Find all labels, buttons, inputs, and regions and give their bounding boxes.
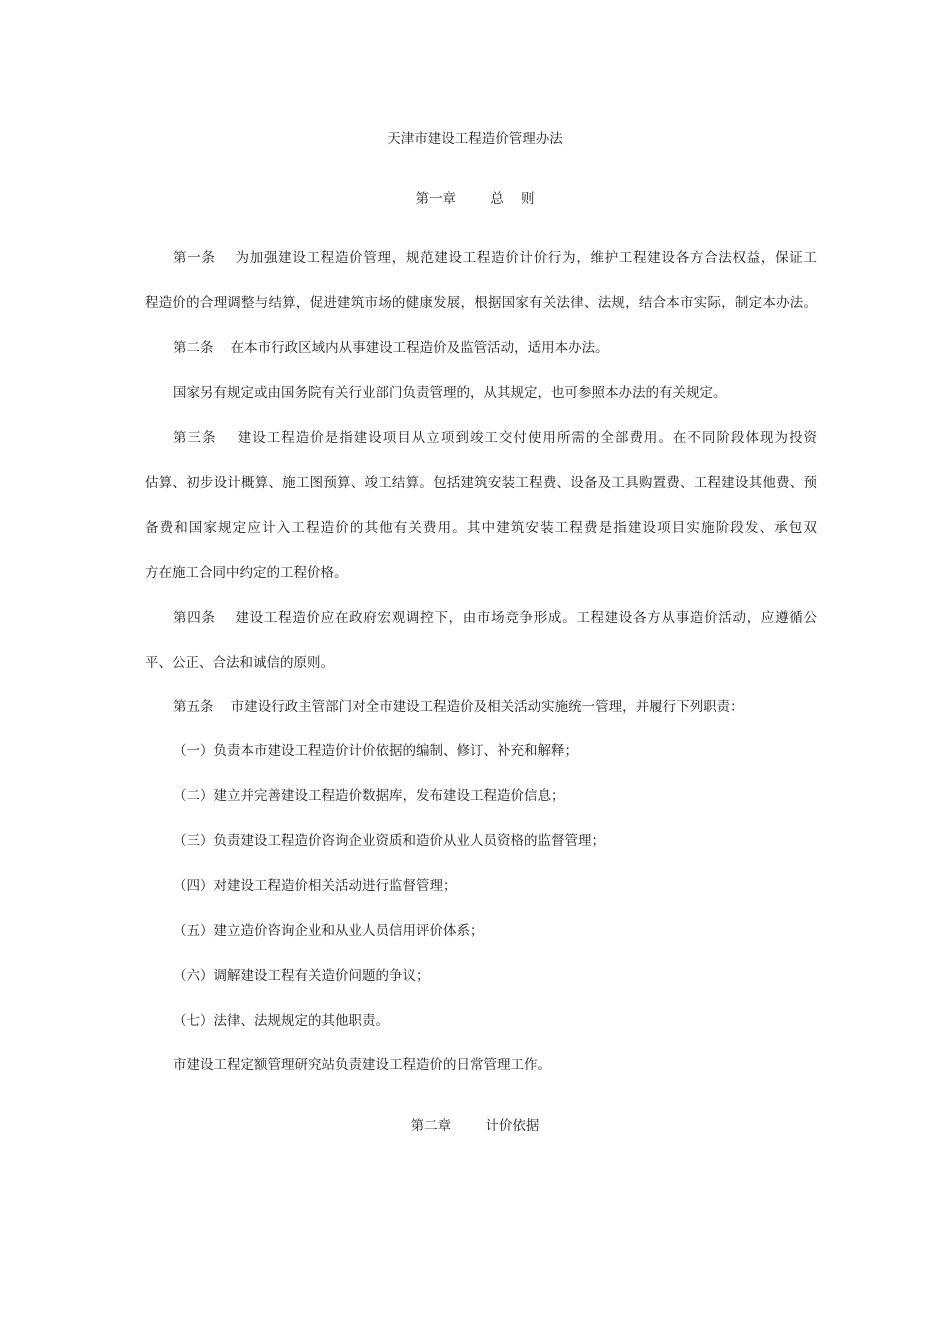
paragraph-line: 平、公正、合法和诚信的原则。 [145,655,334,671]
paragraph-line: 第二条 在本市行政区域内从事建设工程造价及监管活动，适用本办法。 [173,340,609,356]
paragraph-line: 第四条 建设工程造价应在政府宏观调控下，由市场竞争形成。工程建设各方从事造价活动，应遵循公 [173,610,817,626]
paragraph-line: 程造价的合理调整与结算，促进建筑市场的健康发展，根据国家有关法律、法规，结合本市实际，制定本办法。 [145,295,817,311]
list-item: （三）负责建设工程造价咨询企业资质和造价从业人员资格的监督管理； [173,833,605,849]
list-item: （七）法律、法规规定的其他职责。 [173,1013,389,1029]
paragraph-line: 估算、初步设计概算、施工图预算、竣工结算。包括建筑安装工程费、设备及工具购置费、工程建设其他费、预 [145,475,817,491]
paragraph-line: 方在施工合同中约定的工程价格。 [145,565,348,581]
paragraph-line: 第五条 市建设行政主管部门对全市建设工程造价及相关活动实施统一管理，并履行下列职责： [173,699,744,715]
list-item: （四）对建设工程造价相关活动进行监督管理； [173,878,457,894]
document-title: 天津市建设工程造价管理办法 [387,131,563,147]
chapter-heading: 第一章 总 则 [415,191,535,207]
paragraph-line: 第一条 为加强建设工程造价管理，规范建设工程造价计价行为，维护工程建设各方合法权益，保证工 [173,250,817,266]
paragraph-line: 第三条 建设工程造价是指建设项目从立项到竣工交付使用所需的全部费用。在不同阶段体现为投资 [173,430,817,446]
list-item: （六）调解建设工程有关造价问题的争议； [173,968,430,984]
list-item: （一）负责本市建设工程造价计价依据的编制、修订、补充和解释； [173,743,578,759]
list-item: （二）建立并完善建设工程造价数据库，发布建设工程造价信息； [173,788,565,804]
chapter-heading: 第二章 计价依据 [410,1118,540,1134]
paragraph-line: 国家另有规定或由国务院有关行业部门负责管理的，从其规定，也可参照本办法的有关规定。 [173,385,727,401]
paragraph-line: 备费和国家规定应计入工程造价的其他有关费用。其中建筑安装工程费是指建设项目实施阶段发、承包双 [145,520,817,536]
list-item: （五）建立造价咨询企业和从业人员信用评价体系； [173,923,484,939]
paragraph-line: 市建设工程定额管理研究站负责建设工程造价的日常管理工作。 [173,1057,551,1073]
